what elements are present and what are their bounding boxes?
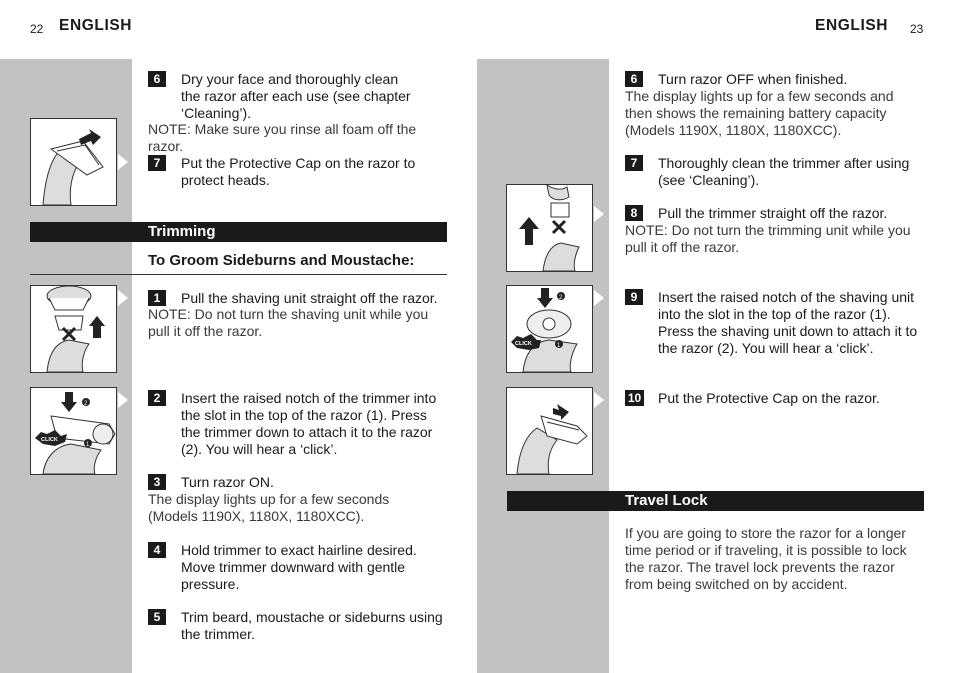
click-label: CLICK (515, 341, 532, 347)
step-number: 7 (148, 155, 166, 171)
step-text: Insert the raised notch of the trimmer into the slot in the top of the razor (1). Press the trimmer down to attach it to the razor (2). You will hear a ‘click’. (181, 390, 437, 457)
step-text: Pull the trimmer straight off the razor. (658, 205, 888, 221)
travel-lock-paragraph: If you are going to store the razor for a longer time period or if traveling, it is possible to lock the razor. The travel lock prevents the razor from being switched on by accident. (625, 525, 907, 592)
arrow-icon (553, 404, 569, 420)
step-number: 3 (148, 474, 166, 490)
callout-pointer (594, 392, 604, 408)
section-title: Travel Lock (625, 492, 708, 509)
step-number: 8 (625, 205, 643, 221)
callout-pointer (118, 154, 128, 170)
callout-pointer (594, 206, 604, 222)
step-text: Hold trimmer to exact hairline desired. Move trimmer downward with gentle pressure. (181, 542, 417, 592)
note-do-not-turn: NOTE: Do not turn the shaving unit while you pull it off the razor. (148, 306, 429, 339)
illustration-pull-shaving-unit (30, 285, 117, 373)
callout-pointer (118, 392, 128, 408)
illustration-attach-shaving-unit (506, 285, 593, 373)
step-text: Put the Protective Cap on the razor to protect heads. (181, 155, 416, 188)
arrow-up-icon (519, 217, 539, 245)
note-display: The display lights up for a few seconds (Models 1190X, 1180X, 1180XCC). (148, 491, 390, 524)
svg-text:1: 1 (557, 343, 561, 349)
step-text: Trim beard, moustache or sideburns using the trimmer. (181, 609, 443, 642)
step-number: 7 (625, 155, 643, 171)
note-trimming-unit: NOTE: Do not turn the trimming unit while you pull it off the razor. (625, 222, 911, 255)
step-6 (148, 71, 448, 123)
step-number: 2 (148, 390, 166, 406)
arrow-up-icon (89, 316, 105, 338)
click-label: CLICK (41, 437, 58, 443)
step-text: Turn razor ON. (181, 474, 274, 490)
step-text: Dry your face and thoroughly clean the razor after each use (see chapter ‘Cleaning’). (181, 71, 411, 121)
illustration-protective-cap-right (506, 387, 593, 475)
arrow-down-icon (61, 392, 77, 412)
section-bar-trimming (30, 222, 447, 242)
illustration-protective-cap (30, 118, 117, 206)
step-number: 1 (148, 290, 166, 306)
step-number: 6 (148, 71, 166, 87)
step-number: 4 (148, 542, 166, 558)
callout-pointer (594, 290, 604, 306)
svg-text:2: 2 (559, 295, 563, 301)
arrow-down-icon (537, 288, 553, 308)
page-number-left: 22 (30, 22, 44, 36)
step-text: Insert the raised notch of the shaving unit into the slot in the top of the razor (1). Press the shaving unit down to attach it to the razor (2). You will hear a ‘click’. (658, 289, 918, 356)
step-7 (148, 155, 448, 191)
step-text: Put the Protective Cap on the razor. (658, 390, 880, 406)
page-number-right: 23 (910, 22, 924, 36)
step-number: 9 (625, 289, 643, 305)
callout-pointer (118, 290, 128, 306)
step-text: Pull the shaving unit straight off the razor. (181, 290, 438, 306)
arrow-icon (79, 129, 101, 145)
divider (30, 274, 447, 275)
step-number: 10 (625, 390, 644, 406)
note-battery: The display lights up for a few seconds and then shows the remaining battery capacity (Models 1190X, 1180X, 1180XCC). (625, 88, 894, 138)
note-rinse-foam: NOTE: Make sure you rinse all foam off the razor. (148, 121, 417, 154)
section-title: Trimming (148, 223, 216, 240)
illustration-pull-trimmer (506, 184, 593, 272)
step-number: 5 (148, 609, 166, 625)
section-bar-travel-lock (507, 491, 924, 511)
page-header-left: ENGLISH (59, 17, 133, 34)
subheading-groom: To Groom Sideburns and Moustache: (148, 252, 415, 269)
illustration-attach-trimmer (30, 387, 117, 475)
step-text: Thoroughly clean the trimmer after using (see ‘Cleaning’). (658, 155, 910, 188)
step-number: 6 (625, 71, 643, 87)
svg-text:1: 1 (86, 442, 90, 448)
step-text: Turn razor OFF when finished. (658, 71, 848, 87)
page-header-right: ENGLISH (815, 17, 889, 34)
svg-text:2: 2 (84, 401, 88, 407)
